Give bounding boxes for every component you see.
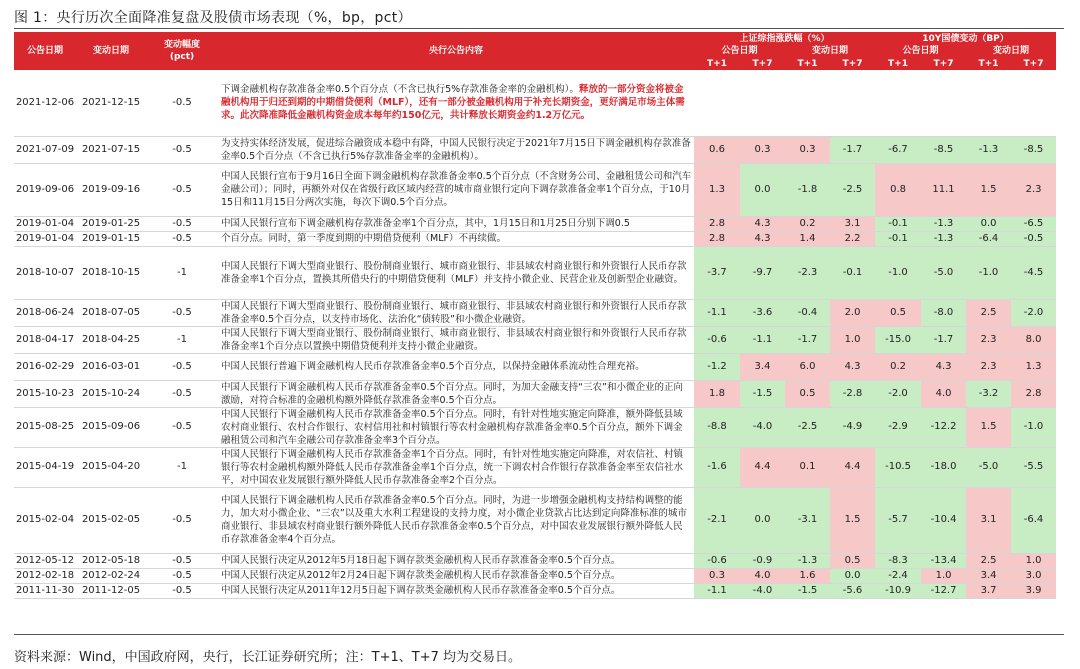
value-cell: 0.5 [785, 380, 830, 407]
header-t1: T+1 [785, 57, 830, 70]
content-text: 中国人民银行下调大型商业银行、股份制商业银行、城市商业银行、非县域农村商业银行和外资银行人民币存款准备金率1个百分点，置换其所借央行的中期借贷便利（MLF）并支持小微企业、民营企业及创新型企业融资。 [221, 260, 687, 285]
header-t7: T+7 [740, 57, 785, 70]
header-bond-change: 变动日期 [966, 45, 1056, 57]
value-cell [694, 70, 740, 136]
change-range-cell: -0.5 [146, 583, 218, 598]
value-cell [966, 70, 1011, 136]
change-date-cell: 2015-09-06 [76, 407, 146, 447]
table-row [14, 70, 1056, 136]
change-date-cell: 2012-05-18 [76, 553, 146, 568]
header-t7: T+7 [1011, 57, 1056, 70]
change-date-cell: 2018-04-25 [76, 326, 146, 353]
value-cell: 4.3 [740, 216, 785, 231]
value-cell: 4.4 [740, 447, 785, 487]
value-cell: 4.3 [740, 231, 785, 246]
content-cell [218, 246, 694, 299]
value-cell: -15.0 [875, 326, 921, 353]
table-row [14, 568, 1056, 583]
change-date-cell: 2018-10-15 [76, 246, 146, 299]
change-range-cell: -0.5 [146, 136, 218, 163]
announce-date-cell: 2019-09-06 [14, 163, 76, 216]
announce-date-cell: 2021-12-06 [14, 70, 76, 136]
value-cell: 4.0 [740, 568, 785, 583]
header-bond-announce: 公告日期 [875, 45, 966, 57]
value-cell: 0.6 [694, 136, 740, 163]
value-cell: 2.3 [966, 353, 1011, 380]
value-cell: -13.4 [921, 553, 966, 568]
value-cell: -5.0 [921, 246, 966, 299]
value-cell: 4.3 [921, 353, 966, 380]
value-cell [921, 70, 966, 136]
value-cell: -10.5 [875, 447, 921, 487]
table-row [14, 407, 1056, 447]
header-announce-date: 公告日期 [14, 32, 76, 70]
table-row [14, 163, 1056, 216]
value-cell: 0.3 [785, 136, 830, 163]
content-text: 中国人民银行下调大型商业银行、股份制商业银行、城市商业银行、非县域农村商业银行和外资银行人民币存款准备金率1个百分点以置换中期借贷便利并支持小微企业融资。 [221, 327, 687, 352]
content-cell [218, 487, 694, 553]
announce-date-cell: 2015-02-04 [14, 487, 76, 553]
value-cell: 1.8 [694, 380, 740, 407]
value-cell: -10.4 [921, 487, 966, 553]
value-cell: 4.0 [921, 380, 966, 407]
value-cell: 0.3 [740, 136, 785, 163]
value-cell: -0.6 [694, 326, 740, 353]
value-cell: -8.5 [921, 136, 966, 163]
value-cell: -4.5 [1011, 246, 1056, 299]
content-text: 中国人民银行下调金融机构人民币存款准备金率0.5个百分点。同时，为进一步增强金融机构支持结构调整的能力，加大对小微企业、“三农”以及重大水利工程建设的支持力度，对小微企业贷款占比达到定向降准标准的城市商业银行、非县域农村商业银行额外降低人民币存款准备金率0.5个百分点，对中国农业发展银行额外降低人民币存款准备金率4个百分点。 [221, 495, 687, 545]
value-cell: -3.2 [966, 380, 1011, 407]
value-cell: -1.7 [785, 326, 830, 353]
content-cell [218, 70, 694, 136]
announce-date-cell: 2012-05-12 [14, 553, 76, 568]
value-cell: 0.5 [875, 299, 921, 326]
value-cell: 11.1 [921, 163, 966, 216]
value-cell: -5.7 [875, 487, 921, 553]
announce-date-cell: 2012-02-18 [14, 568, 76, 583]
value-cell: -0.5 [1011, 231, 1056, 246]
value-cell: 0.1 [785, 447, 830, 487]
content-cell [218, 568, 694, 583]
value-cell: -2.5 [785, 407, 830, 447]
value-cell: 0.0 [966, 216, 1011, 231]
table-row [14, 246, 1056, 299]
top-rule [14, 28, 1064, 29]
value-cell: -6.4 [966, 231, 1011, 246]
table-row [14, 447, 1056, 487]
value-cell: -1.3 [921, 231, 966, 246]
value-cell: -0.6 [694, 553, 740, 568]
content-text: 中国人民银行宣布下调金融机构存款准备金率1个百分点，其中，1月15日和1月25日分别下调0.5 [221, 218, 630, 229]
content-cell [218, 231, 694, 246]
value-cell: 1.5 [966, 407, 1011, 447]
value-cell: 8.0 [1011, 326, 1056, 353]
change-range-cell: -0.5 [146, 553, 218, 568]
change-date-cell: 2015-02-05 [76, 487, 146, 553]
value-cell: -8.3 [875, 553, 921, 568]
value-cell: -3.1 [785, 487, 830, 553]
table-row [14, 231, 1056, 246]
value-cell: -2.9 [875, 407, 921, 447]
value-cell: 0.8 [875, 163, 921, 216]
table-row [14, 326, 1056, 353]
change-range-cell: -0.5 [146, 487, 218, 553]
announce-date-cell: 2019-01-04 [14, 216, 76, 231]
value-cell: 2.3 [1011, 163, 1056, 216]
value-cell: -0.1 [875, 231, 921, 246]
value-cell: -1.1 [694, 299, 740, 326]
change-range-cell: -0.5 [146, 163, 218, 216]
value-cell: 3.4 [740, 353, 785, 380]
value-cell: -2.4 [875, 568, 921, 583]
value-cell: -1.0 [1011, 407, 1056, 447]
value-cell: -2.5 [830, 163, 875, 216]
value-cell: -1.0 [875, 246, 921, 299]
rrr-cut-table [14, 32, 1056, 599]
value-cell: -3.7 [694, 246, 740, 299]
value-cell: -8.8 [694, 407, 740, 447]
value-cell [1011, 70, 1056, 136]
value-cell: -4.9 [830, 407, 875, 447]
value-cell: -6.7 [875, 136, 921, 163]
change-range-cell: -0.5 [146, 70, 218, 136]
value-cell: 0.0 [740, 487, 785, 553]
header-bond-group: 10Y国债变动（BP） [875, 32, 1056, 45]
value-cell: -9.7 [740, 246, 785, 299]
value-cell: -1.2 [694, 353, 740, 380]
value-cell: -1.3 [921, 216, 966, 231]
value-cell: 2.5 [966, 553, 1011, 568]
change-date-cell: 2016-03-01 [76, 353, 146, 380]
value-cell: 0.2 [785, 216, 830, 231]
content-cell [218, 326, 694, 353]
change-date-cell: 2019-01-25 [76, 216, 146, 231]
value-cell: -10.9 [875, 583, 921, 598]
table-row [14, 216, 1056, 231]
value-cell: 3.4 [966, 568, 1011, 583]
content-text: 中国人民银行决定从2012年5月18日起下调存款类金融机构人民币存款准备金率0.5个百分点。 [221, 555, 621, 566]
content-cell [218, 407, 694, 447]
announce-date-cell: 2021-07-09 [14, 136, 76, 163]
value-cell: -2.1 [694, 487, 740, 553]
value-cell: 1.5 [830, 487, 875, 553]
change-date-cell: 2018-07-05 [76, 299, 146, 326]
content-cell [218, 553, 694, 568]
header-t7: T+7 [921, 57, 966, 70]
value-cell: 6.0 [785, 353, 830, 380]
announce-date-cell: 2018-04-17 [14, 326, 76, 353]
value-cell: 1.3 [1011, 353, 1056, 380]
header-change-range-label: 变动幅度 [163, 40, 200, 50]
value-cell: 4.4 [830, 447, 875, 487]
value-cell: -2.3 [785, 246, 830, 299]
table-row [14, 380, 1056, 407]
value-cell: -1.3 [966, 136, 1011, 163]
change-range-cell: -0.5 [146, 407, 218, 447]
header-change-range [146, 32, 218, 70]
value-cell: -1.7 [921, 326, 966, 353]
value-cell: -0.1 [875, 216, 921, 231]
figure-caption: 图 1：央行历次全面降准复盘及股债市场表现（%，bp，pct） [14, 10, 412, 26]
table-row [14, 583, 1056, 598]
change-date-cell: 2019-01-15 [76, 231, 146, 246]
change-range-cell: -0.5 [146, 568, 218, 583]
announce-date-cell: 2015-04-19 [14, 447, 76, 487]
header-t1: T+1 [694, 57, 740, 70]
value-cell: 3.7 [966, 583, 1011, 598]
announce-date-cell: 2011-11-30 [14, 583, 76, 598]
header-sh-group: 上证综指涨跌幅（%） [694, 32, 875, 45]
value-cell: -8.5 [1011, 136, 1056, 163]
change-range-cell: -0.5 [146, 231, 218, 246]
content-text: 中国人民银行决定从2012年2月24日起下调存款类金融机构人民币存款准备金率0.5个百分点。 [221, 570, 621, 581]
value-cell: 4.3 [830, 353, 875, 380]
value-cell: 1.5 [966, 163, 1011, 216]
value-cell: -5.5 [1011, 447, 1056, 487]
value-cell: 2.8 [694, 216, 740, 231]
change-range-cell: -0.5 [146, 216, 218, 231]
content-cell [218, 583, 694, 598]
bottom-rule [14, 634, 1064, 635]
value-cell: -0.9 [740, 553, 785, 568]
change-date-cell: 2021-07-15 [76, 136, 146, 163]
content-text: 中国人民银行下调金融机构人民币存款准备金率0.5个百分点。同时，有针对性地实施定向降准，额外降低县域农村商业银行、农村合作银行、农村信用社和村镇银行等农村金融机构存款准备金率0.5个百分点，额外下调金融租赁公司和汽车金融公司存款准备金率3个百分点。 [221, 408, 683, 446]
content-text: 个百分点。同时，第一季度到期的中期借贷便利（MLF）不再续做。 [221, 233, 506, 244]
value-cell: -4.0 [740, 407, 785, 447]
value-cell: -1.8 [785, 163, 830, 216]
change-range-cell: -1 [146, 447, 218, 487]
value-cell: -2.0 [1011, 299, 1056, 326]
value-cell: -5.0 [966, 447, 1011, 487]
change-range-cell: -1 [146, 246, 218, 299]
change-range-cell: -1 [146, 326, 218, 353]
value-cell: -18.0 [921, 447, 966, 487]
change-date-cell: 2019-09-16 [76, 163, 146, 216]
change-date-cell: 2015-10-24 [76, 380, 146, 407]
value-cell: -5.6 [830, 583, 875, 598]
header-change-date: 变动日期 [76, 32, 146, 70]
announce-date-cell: 2015-10-23 [14, 380, 76, 407]
value-cell [830, 70, 875, 136]
content-text: 中国人民银行普遍下调金融机构人民币存款准备金率0.5个百分点，以保持金融体系流动性合理充裕。 [221, 361, 645, 372]
value-cell: 0.2 [875, 353, 921, 380]
value-cell: 1.3 [694, 163, 740, 216]
content-highlight-text: 释放的一部分资金将被金融机构用于归还到期的中期借贷便利（MLF），还有一部分被金融机构用于补充长期资金，更好满足市场主体需求。此次降准降低金融机构资金成本每年约150亿元，共计释放长期资金约1.2万亿元。 [221, 84, 685, 122]
announce-date-cell: 2019-01-04 [14, 231, 76, 246]
change-date-cell: 2011-12-05 [76, 583, 146, 598]
value-cell: -1.6 [694, 447, 740, 487]
value-cell: 1.6 [785, 568, 830, 583]
header-t1: T+1 [966, 57, 1011, 70]
value-cell: 0.5 [830, 553, 875, 568]
announce-date-cell: 2018-10-07 [14, 246, 76, 299]
value-cell: 3.0 [1011, 568, 1056, 583]
content-cell [218, 299, 694, 326]
value-cell: -0.4 [785, 299, 830, 326]
content-cell [218, 380, 694, 407]
value-cell: -0.1 [830, 246, 875, 299]
header-t1: T+1 [875, 57, 921, 70]
table-row [14, 299, 1056, 326]
value-cell: 2.5 [966, 299, 1011, 326]
content-text: 为支持实体经济发展，促进综合融资成本稳中有降，中国人民银行决定于2021年7月15日下调金融机构存款准备金率0.5个百分点（不含已执行5%存款准备金率的金融机构）。 [221, 137, 691, 162]
content-text: 中国人民银行下调大型商业银行、股份制商业银行、城市商业银行、非县域农村商业银行和外资银行人民币存款准备金率0.5个百分点，以支持市场化、法治化“债转股”和小微企业融资。 [221, 300, 687, 325]
change-range-cell: -0.5 [146, 380, 218, 407]
value-cell: -1.5 [740, 380, 785, 407]
value-cell: -12.7 [921, 583, 966, 598]
value-cell: 1.0 [830, 326, 875, 353]
source-note: 资料来源：Wind，中国政府网，央行，长江证券研究所；注：T+1、T+7 均为交易日。 [14, 650, 522, 665]
content-cell [218, 163, 694, 216]
value-cell: -4.0 [740, 583, 785, 598]
content-cell [218, 216, 694, 231]
value-cell [875, 70, 921, 136]
content-cell [218, 136, 694, 163]
header-sh-change: 变动日期 [785, 45, 875, 57]
value-cell [785, 70, 830, 136]
value-cell: 0.0 [740, 163, 785, 216]
content-cell [218, 353, 694, 380]
value-cell: 2.8 [694, 231, 740, 246]
value-cell: -2.0 [875, 380, 921, 407]
table-row [14, 487, 1056, 553]
header-t7: T+7 [830, 57, 875, 70]
value-cell: -6.5 [1011, 216, 1056, 231]
value-cell: -3.6 [740, 299, 785, 326]
change-date-cell: 2015-04-20 [76, 447, 146, 487]
table-body [14, 70, 1056, 598]
value-cell: 3.1 [830, 216, 875, 231]
content-text: 下调金融机构存款准备金率0.5个百分点（不含已执行5%存款准备金率的金融机构）。 [221, 84, 579, 96]
content-text: 中国人民银行决定从2011年12月5日起下调存款类金融机构人民币存款准备金率0.5个百分点。 [221, 585, 621, 596]
table-row [14, 553, 1056, 568]
value-cell: -2.8 [830, 380, 875, 407]
value-cell: 0.3 [694, 568, 740, 583]
value-cell: -1.1 [740, 326, 785, 353]
value-cell: 2.8 [1011, 380, 1056, 407]
value-cell: 2.0 [830, 299, 875, 326]
change-range-cell: -0.5 [146, 299, 218, 326]
value-cell: 2.2 [830, 231, 875, 246]
value-cell: 3.1 [966, 487, 1011, 553]
table-row [14, 353, 1056, 380]
value-cell: -6.4 [1011, 487, 1056, 553]
change-date-cell: 2021-12-15 [76, 70, 146, 136]
value-cell: -12.2 [921, 407, 966, 447]
announce-date-cell: 2016-02-29 [14, 353, 76, 380]
value-cell: 1.0 [1011, 553, 1056, 568]
value-cell [740, 70, 785, 136]
value-cell: 2.3 [966, 326, 1011, 353]
content-text: 中国人民银行下调金融机构人民币存款准备金率1个百分点。同时，有针对性地实施定向降准，对农信社、村镇银行等农村金融机构额外降低人民币存款准备金率1个百分点，统一下调农村合作银行存款准备金率至农信社水平，对中国农业发展银行额外降低人民币存款准备金率2个百分点。 [221, 448, 684, 486]
change-range-cell: -0.5 [146, 353, 218, 380]
value-cell: -8.0 [921, 299, 966, 326]
content-text: 中国人民银行下调金融机构人民币存款准备金率0.5个百分点。同时，为加大金融支持“三农”和小微企业的正向激励，对符合标准的金融机构额外降低存款准备金率0.5个百分点。 [221, 381, 683, 406]
announce-date-cell: 2015-08-25 [14, 407, 76, 447]
content-text: 中国人民银行宣布于9月16日全面下调金融机构存款准备金率0.5个百分点（不含财务公司、金融租赁公司和汽车金融公司）；同时，再额外对仅在省级行政区域内经营的城市商业银行定向下调存款准备金率1个百分点，于10月15日和11月15日分两次实施，每次下调0.5个百分点。 [221, 171, 692, 208]
table-row [14, 136, 1056, 163]
value-cell: -1.0 [966, 246, 1011, 299]
header-sh-announce: 公告日期 [694, 45, 785, 57]
announce-date-cell: 2018-06-24 [14, 299, 76, 326]
value-cell: -1.5 [785, 583, 830, 598]
value-cell: 0.0 [830, 568, 875, 583]
value-cell: -1.3 [785, 553, 830, 568]
value-cell: -1.7 [830, 136, 875, 163]
value-cell: 3.9 [1011, 583, 1056, 598]
content-cell [218, 447, 694, 487]
value-cell: 1.4 [785, 231, 830, 246]
header-change-unit: (pct) [169, 52, 195, 62]
value-cell: 1.0 [921, 568, 966, 583]
change-date-cell: 2012-02-24 [76, 568, 146, 583]
header-content: 央行公告内容 [218, 32, 694, 70]
value-cell: -1.1 [694, 583, 740, 598]
